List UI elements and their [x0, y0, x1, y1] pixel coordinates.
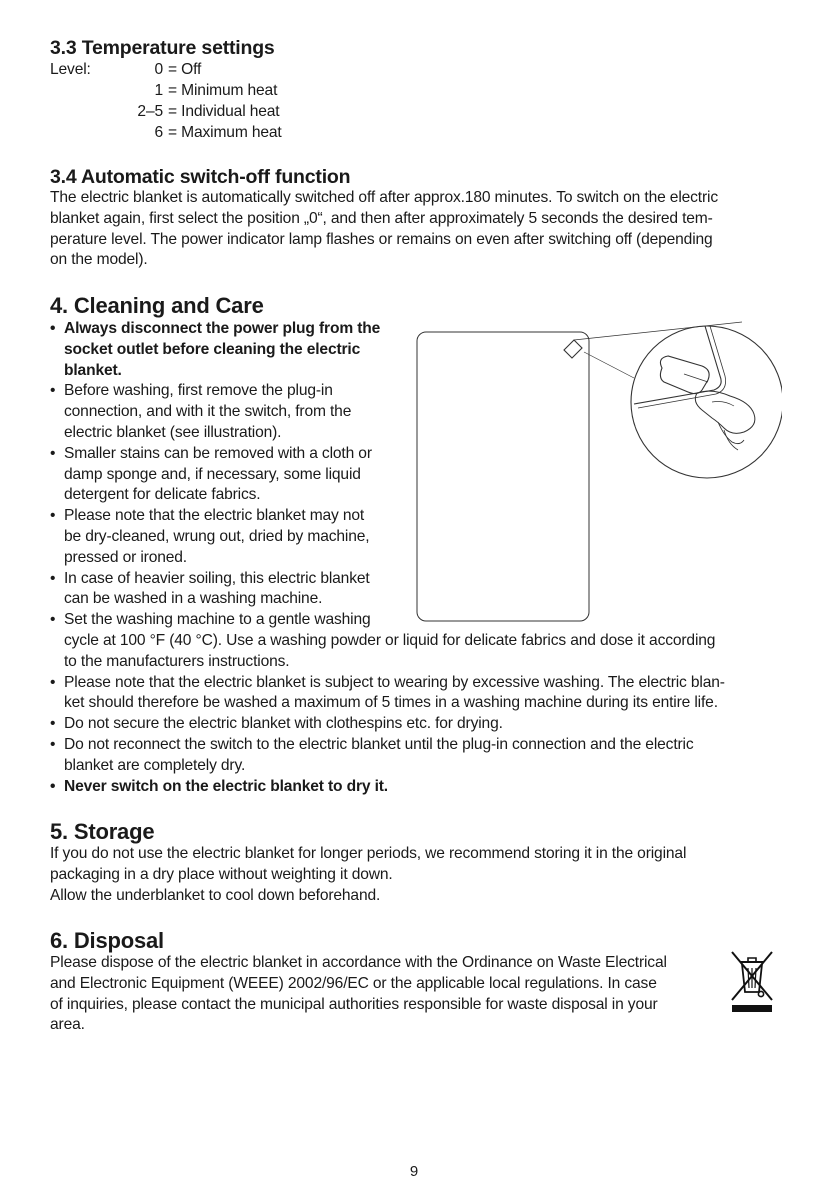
level-value: = Maximum heat — [168, 124, 282, 141]
bullet-line: connection, and with it the switch, from the — [64, 403, 352, 421]
level-value: = Individual heat — [168, 103, 280, 120]
bullet-line: can be washed in a washing machine. — [64, 590, 323, 608]
bullet-line: In case of heavier soiling, this electric blanket — [64, 569, 370, 587]
level-key: 0 — [154, 61, 163, 78]
bullet-item — [50, 673, 790, 715]
text-line: Please dispose of the electric blanket in accordance with the Ordinance on Waste Electrical — [50, 954, 667, 971]
bullet-line: Do not secure the electric blanket with clothespins etc. for drying. — [64, 715, 503, 733]
text-line: area. — [50, 1016, 85, 1034]
bullet-item — [50, 735, 790, 777]
blanket-plug-disconnect-illustration — [412, 318, 782, 623]
bullet-line: be dry-cleaned, wrung out, dried by machine, — [64, 527, 370, 545]
bullet-line: blanket. — [64, 361, 122, 379]
bullet-marker: • — [50, 673, 56, 691]
level-key: 1 — [154, 82, 163, 99]
page-number: 9 — [409, 1163, 419, 1180]
leader-line-bottom — [584, 352, 634, 378]
bullet-line: pressed or ironed. — [64, 548, 187, 566]
level-value: = Off — [168, 61, 202, 78]
crossed-out-wheelie-bin-icon — [728, 946, 776, 1014]
bullet-line: electric blanket (see illustration). — [64, 423, 282, 441]
bullet-marker: • — [50, 715, 56, 733]
bullet-line: cycle at 100 °F (40 °C). Use a washing powder or liquid for delicate fabrics and dose it according — [64, 631, 716, 649]
blanket-connector — [564, 340, 582, 358]
text-line: If you do not use the electric blanket for longer periods, we recommend storing it in the original — [50, 845, 687, 862]
magnified-circle — [631, 326, 782, 478]
bullet-item — [50, 777, 790, 798]
bullet-marker: • — [50, 320, 56, 337]
level-label: Level: — [50, 61, 91, 78]
level-value: = Minimum heat — [168, 82, 278, 99]
section-3-4-title: 3.4 Automatic switch-off function — [50, 166, 351, 188]
magnified-blanket-edge — [634, 326, 721, 404]
bullet-line: socket outlet before cleaning the electric — [64, 340, 361, 358]
bullet-line: Never switch on the electric blanket to dry it. — [64, 777, 388, 795]
section-3-4-body — [50, 188, 790, 271]
text-line: The electric blanket is automatically switched off after approx.180 minutes. To switch on the electric — [50, 189, 718, 206]
text-line: of inquiries, please contact the municipal authorities responsible for waste disposal in your — [50, 995, 658, 1013]
bullet-marker: • — [50, 777, 56, 795]
level-key: 2–5 — [137, 103, 163, 120]
bullet-marker: • — [50, 735, 56, 753]
bullet-line: ket should therefore be washed a maximum of 5 times in a washing machine during its entire life. — [64, 694, 718, 712]
leader-line-top — [574, 322, 742, 340]
section-3-3-title: 3.3 Temperature settings — [50, 37, 275, 59]
bullet-marker: • — [50, 611, 56, 629]
bullet-line: Please note that the electric blanket may not — [64, 507, 365, 525]
bullet-line: detergent for delicate fabrics. — [64, 486, 261, 504]
level-key: 6 — [154, 124, 163, 141]
bullet-marker: • — [50, 569, 56, 587]
text-line: packaging in a dry place without weighting it down. — [50, 865, 393, 883]
bullet-line: Before washing, first remove the plug-in — [64, 382, 333, 400]
text-line: blanket again, first select the position „0“, and then after approximately 5 seconds the desired tem- — [50, 209, 713, 227]
section-6-title: 6. Disposal — [50, 928, 164, 953]
bullet-line: Smaller stains can be removed with a cloth or — [64, 444, 372, 462]
bullet-line: Always disconnect the power plug from the — [64, 320, 381, 337]
bullet-line: Do not reconnect the switch to the electric blanket until the plug-in connection and the electric — [64, 735, 694, 753]
blanket-outline — [417, 332, 589, 621]
plug — [660, 356, 709, 394]
bullet-marker: • — [50, 382, 56, 400]
bullet-line: blanket are completely dry. — [64, 756, 246, 774]
text-line: and Electronic Equipment (WEEE) 2002/96/EC or the applicable local regulations. In case — [50, 974, 657, 992]
bullet-line: damp sponge and, if necessary, some liquid — [64, 465, 361, 483]
section-5-body — [50, 844, 790, 906]
section-6-body — [50, 953, 720, 1036]
bullet-line: Please note that the electric blanket is subject to wearing by excessive washing. The electric blan- — [64, 673, 725, 691]
bullet-item — [50, 714, 790, 735]
bullet-marker: • — [50, 444, 56, 462]
text-line: on the model). — [50, 251, 148, 269]
hand — [695, 391, 755, 433]
section-4-title: 4. Cleaning and Care — [50, 293, 264, 318]
bullet-line: Set the washing machine to a gentle washing — [64, 611, 371, 629]
text-line: Allow the underblanket to cool down beforehand. — [50, 886, 381, 904]
bullet-marker: • — [50, 507, 56, 525]
text-line: perature level. The power indicator lamp flashes or remains on even after switching off (depending — [50, 230, 713, 248]
section-5-title: 5. Storage — [50, 819, 155, 844]
bullet-line: to the manufacturers instructions. — [64, 652, 290, 670]
